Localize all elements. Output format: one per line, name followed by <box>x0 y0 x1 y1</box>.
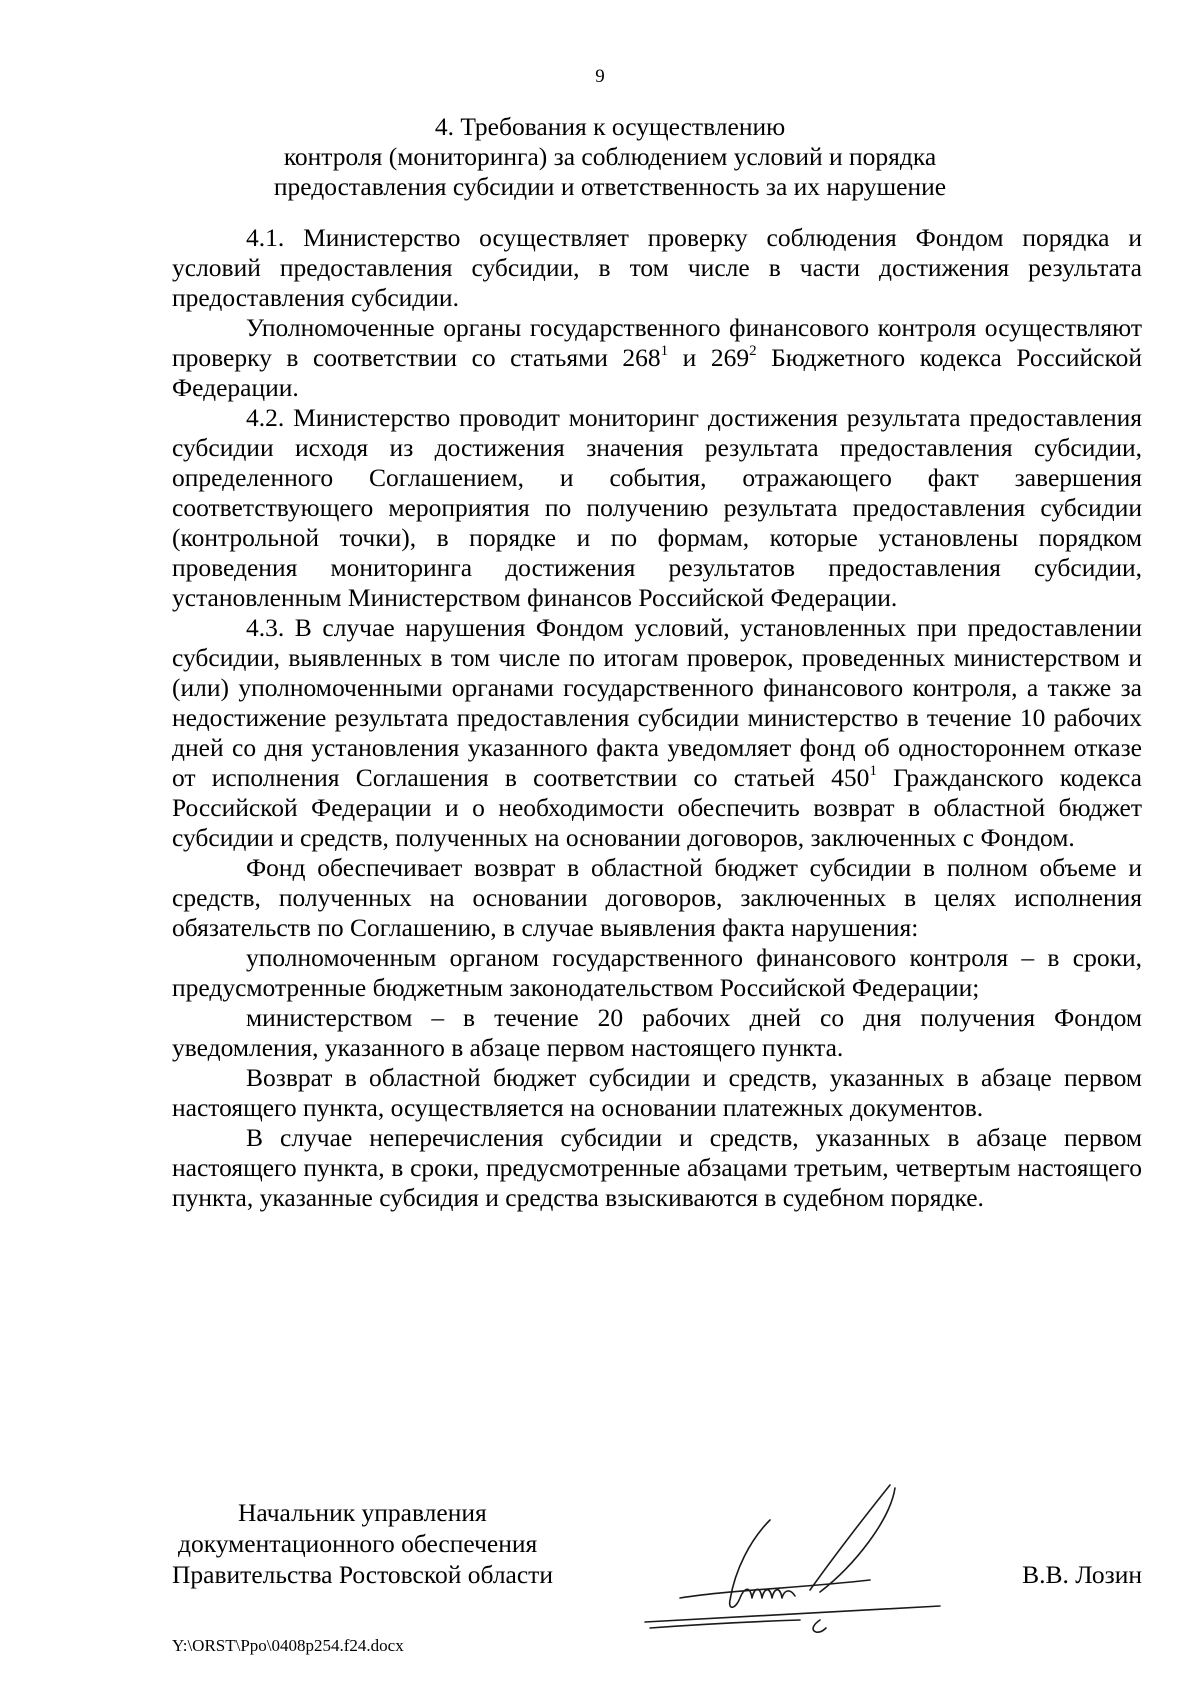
paragraph-fund-refund: Фонд обеспечивает возврат в областной бюджет субсидии в полном объеме и средств, полученных на основании договоров, заключенных в целях исполнения обязательств по Соглашению, в случае выявления факта нарушения: <box>172 853 1142 942</box>
superscript: 2 <box>749 342 757 359</box>
paragraph-text: Уполномоченные органы государственного финансового контроля осуществляют проверку в соответствии со статьями 268 <box>172 313 1142 372</box>
signatory-position-line: Начальник управления <box>238 1498 487 1527</box>
paragraph-refund-basis: Возврат в областной бюджет субсидии и средств, указанных в абзаце первом настоящего пункта, осуществляется на основании платежных документов. <box>172 1063 1142 1122</box>
signatory-position-line: Правительства Ростовской области <box>172 1560 553 1589</box>
superscript: 1 <box>869 762 877 779</box>
document-body <box>172 223 1142 1213</box>
paragraph-text: и 269 <box>668 343 750 372</box>
section-title-line: 4. Требования к осуществлению <box>434 112 786 141</box>
signatory-name: В.В. Лозин <box>1022 1560 1142 1589</box>
paragraph-text: Гражданского кодекса Российской Федерации и о необходимости обеспечить возврат в областной бюджет субсидии и средств, полученных на основании договоров, заключенных с Фондом. <box>172 763 1142 852</box>
paragraph-text: 4.3. В случае нарушения Фондом условий, установленных при предоставлении субсидии, выявленных в том числе по итогам проверок, проведенных министерством и (или) уполномоченными органами государственного финансового контроля, а также за недостижение результата предоставления субсидии министерство в течение 10 рабочих дней со дня установления указанного факта уведомляет фонд об одностороннем отказе от исполнения Соглашения в соответствии со статьей 450 <box>172 613 1142 792</box>
section-title-line: контроля (мониторинга) за соблюдением условий и порядка <box>283 142 937 171</box>
paragraph-4-3 <box>172 613 1142 853</box>
paragraph-court-recovery: В случае неперечисления субсидии и средств, указанных в абзаце первом настоящего пункта, в сроки, предусмотренные абзацами третьим, четвертым настоящего пункта, указанные субсидия и средства взыскиваются в судебном порядке. <box>172 1123 1142 1212</box>
superscript: 1 <box>660 342 669 359</box>
paragraph-4-2: 4.2. Министерство проводит мониторинг достижения результата предоставления субсидии исходя из достижения значения результата предоставления субсидии, определенного Соглашением, и события, отражающего факт завершения соответствующего мероприятия по получению результата предоставления субсидии (контрольной точки), в порядке и по формам, которые установлены порядком проведения мониторинга достижения результатов предоставления субсидии, установленным Министерством финансов Российской Федерации. <box>172 403 1142 612</box>
section-title-line: предоставления субсидии и ответственность за их нарушение <box>273 172 947 201</box>
paragraph-text: Бюджетного кодекса Российской Федерации. <box>172 343 1142 402</box>
paragraph-control-deadline: уполномоченным органом государственного финансового контроля – в сроки, предусмотренные бюджетным законодательством Российской Федерации; <box>172 943 1142 1002</box>
file-path: Y:\ORST\Ppo\0408p254.f24.docx <box>172 1636 404 1655</box>
section-title <box>160 112 1060 202</box>
page-number: 9 <box>595 66 605 87</box>
signatory-position-line: документационного обеспечения <box>178 1529 538 1558</box>
handwritten-signature <box>640 1480 980 1640</box>
paragraph-4-1: 4.1. Министерство осуществляет проверку соблюдения Фондом порядка и условий предоставления субсидии, в том числе в части достижения результата предоставления субсидии. <box>172 223 1142 312</box>
signatory-position <box>172 1497 553 1590</box>
paragraph-ministry-deadline: министерством – в течение 20 рабочих дней со дня получения Фондом уведомления, указанного в абзаце первом настоящего пункта. <box>172 1003 1142 1062</box>
paragraph-control-bodies <box>172 313 1142 403</box>
